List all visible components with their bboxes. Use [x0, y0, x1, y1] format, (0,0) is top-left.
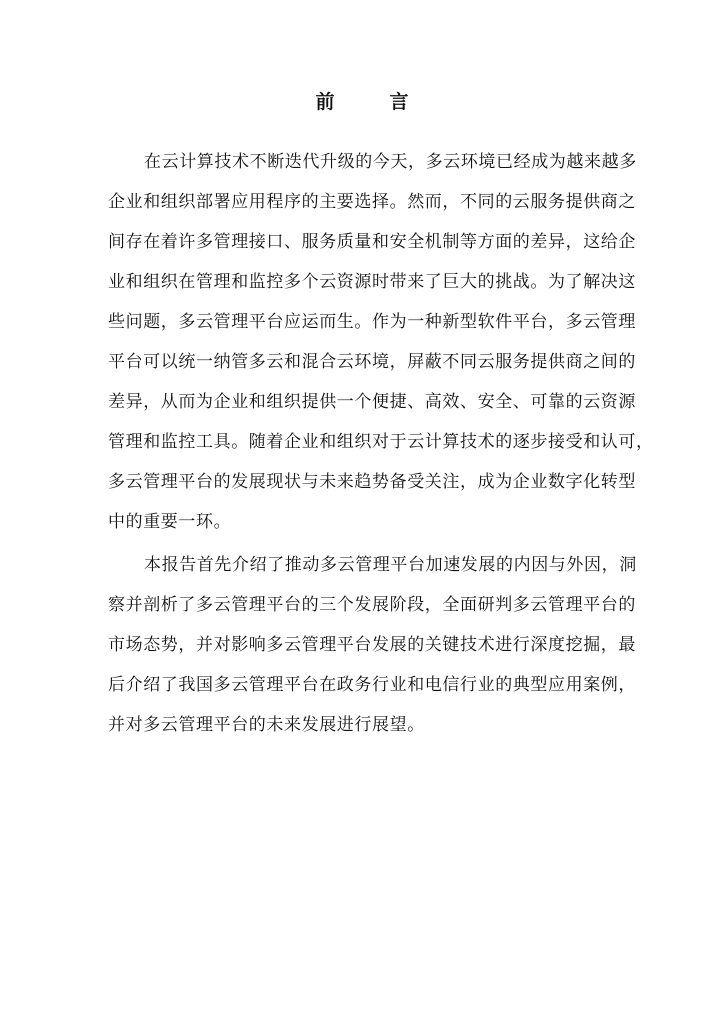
paragraph-1-line-3: 间存在着许多管理接口、服务质量和安全机制等方面的差异，这给企 — [108, 232, 636, 252]
paragraph-2-line-3: 市场态势，并对影响多云管理平台发展的关键技术进行深度挖掘，最 — [108, 635, 636, 655]
paragraph-1-line-2: 企业和组织部署应用程序的主要选择。然而，不同的云服务提供商之 — [108, 192, 636, 212]
paragraph-2-line-4: 后介绍了我国多云管理平台在政务行业和电信行业的典型应用案例， — [108, 675, 636, 695]
paragraph-2-line-5: 并对多云管理平台的未来发展进行展望。 — [108, 715, 425, 735]
paragraph-1-line-9: 多云管理平台的发展现状与未来趋势备受关注，成为企业数字化转型 — [108, 472, 636, 492]
paragraph-2-line-2: 察并剖析了多云管理平台的三个发展阶段，全面研判多云管理平台的 — [108, 595, 636, 615]
paragraph-1-line-7: 差异，从而为企业和组织提供一个便捷、高效、安全、可靠的云资源 — [108, 392, 636, 412]
page-title: 前 言 — [315, 91, 427, 113]
paragraph-1-line-4: 业和组织在管理和监控多个云资源时带来了巨大的挑战。为了解决这 — [108, 272, 636, 292]
paragraph-1-line-8: 管理和监控工具。随着企业和组织对于云计算技术的逐步接受和认可， — [108, 432, 654, 452]
paragraph-1-line-1: 在云计算技术不断迭代升级的今天，多云环境已经成为越来越多 — [144, 152, 637, 172]
paragraph-1-line-6: 平台可以统一纳管多云和混合云环境，屏蔽不同云服务提供商之间的 — [108, 352, 636, 372]
paragraph-1-line-5: 些问题，多云管理平台应运而生。作为一种新型软件平台，多云管理 — [108, 312, 636, 332]
paragraph-1-line-10: 中的重要一环。 — [108, 512, 232, 532]
paragraph-2-line-1: 本报告首先介绍了推动多云管理平台加速发展的内因与外因，洞 — [144, 555, 637, 575]
